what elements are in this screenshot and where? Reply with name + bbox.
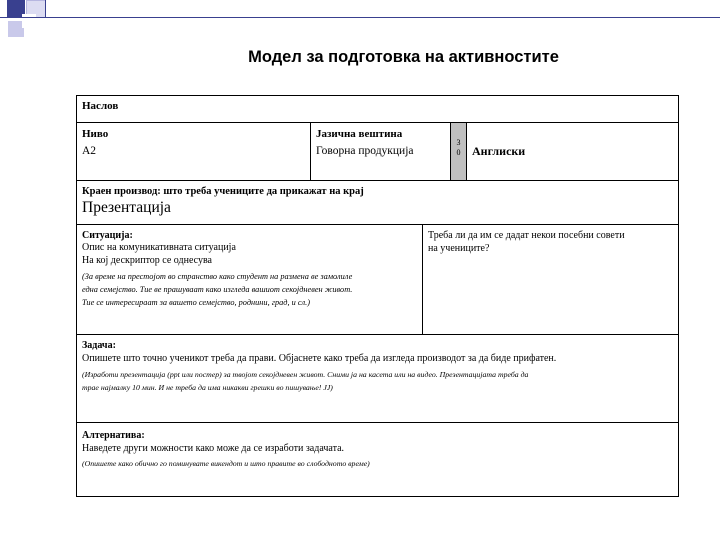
skill-value: Говорна продукција (316, 145, 414, 157)
situation-note: (За време на престојот во странство како студент на размена ве замолиле (82, 272, 353, 281)
row-divider (76, 334, 679, 335)
alt-note: (Опишете како обично го поминувате викендот и што правите во слободното време) (82, 459, 370, 468)
nivo-value: А2 (82, 145, 97, 157)
row-divider (76, 180, 679, 181)
advice-line: на учениците? (428, 243, 490, 254)
alt-label: Алтернатива: (82, 430, 145, 441)
task-label: Задача: (82, 340, 116, 351)
situation-line: Опис на комуникативната ситуација (82, 242, 236, 253)
row-divider (76, 422, 679, 423)
row-divider (76, 224, 679, 225)
language-label: Англиски (472, 144, 526, 158)
side-number (451, 138, 466, 158)
advice-line: Треба ли да им се дадат некои посебни совети (428, 230, 625, 241)
decor-vertical-line (45, 0, 46, 18)
task-note: (Изработи презентација (ppt или постер) за твојот секојдневен живот. Сними ја на касета или на видео. Презентацијата треба да (82, 370, 529, 379)
task-note: трае најмалку 10 мин. И не треба да има никакви грешки во пишување! ЈЈ) (82, 383, 333, 392)
situation-note: Тие се интересираат за вашето семејство, роднини, град, и сл.) (82, 298, 310, 307)
product-label: Краен производ: што треба учениците да прикажат на крај (82, 186, 364, 197)
nivo-label: Ниво (82, 128, 109, 140)
product-value: Презентација (82, 199, 171, 216)
situation-line: На кој дескриптор се однесува (82, 255, 212, 266)
situation-label: Ситуација: (82, 230, 133, 241)
skill-label: Јазична вештина (316, 128, 403, 140)
decor-horizontal-line (0, 17, 720, 18)
column-divider (310, 122, 311, 180)
page-title: Модел за подготовка на активностите (248, 48, 559, 66)
side-number-digit: 0 (456, 148, 461, 157)
task-line: Опишете што точно ученикот треба да прави. Објаснете како треба да изгледа производот за да биде прифатен. (82, 353, 557, 364)
side-number-digit: 3 (456, 138, 461, 147)
column-divider (422, 224, 423, 334)
alt-line: Наведете други можности како може да се изработи задачата. (82, 443, 345, 454)
row-divider (76, 122, 679, 123)
column-divider (466, 122, 467, 180)
situation-note: една семејство. Тие ве прашуваат како изгледа вашиот секојдневен живот. (82, 285, 353, 294)
naslov-label: Наслов (82, 100, 119, 112)
